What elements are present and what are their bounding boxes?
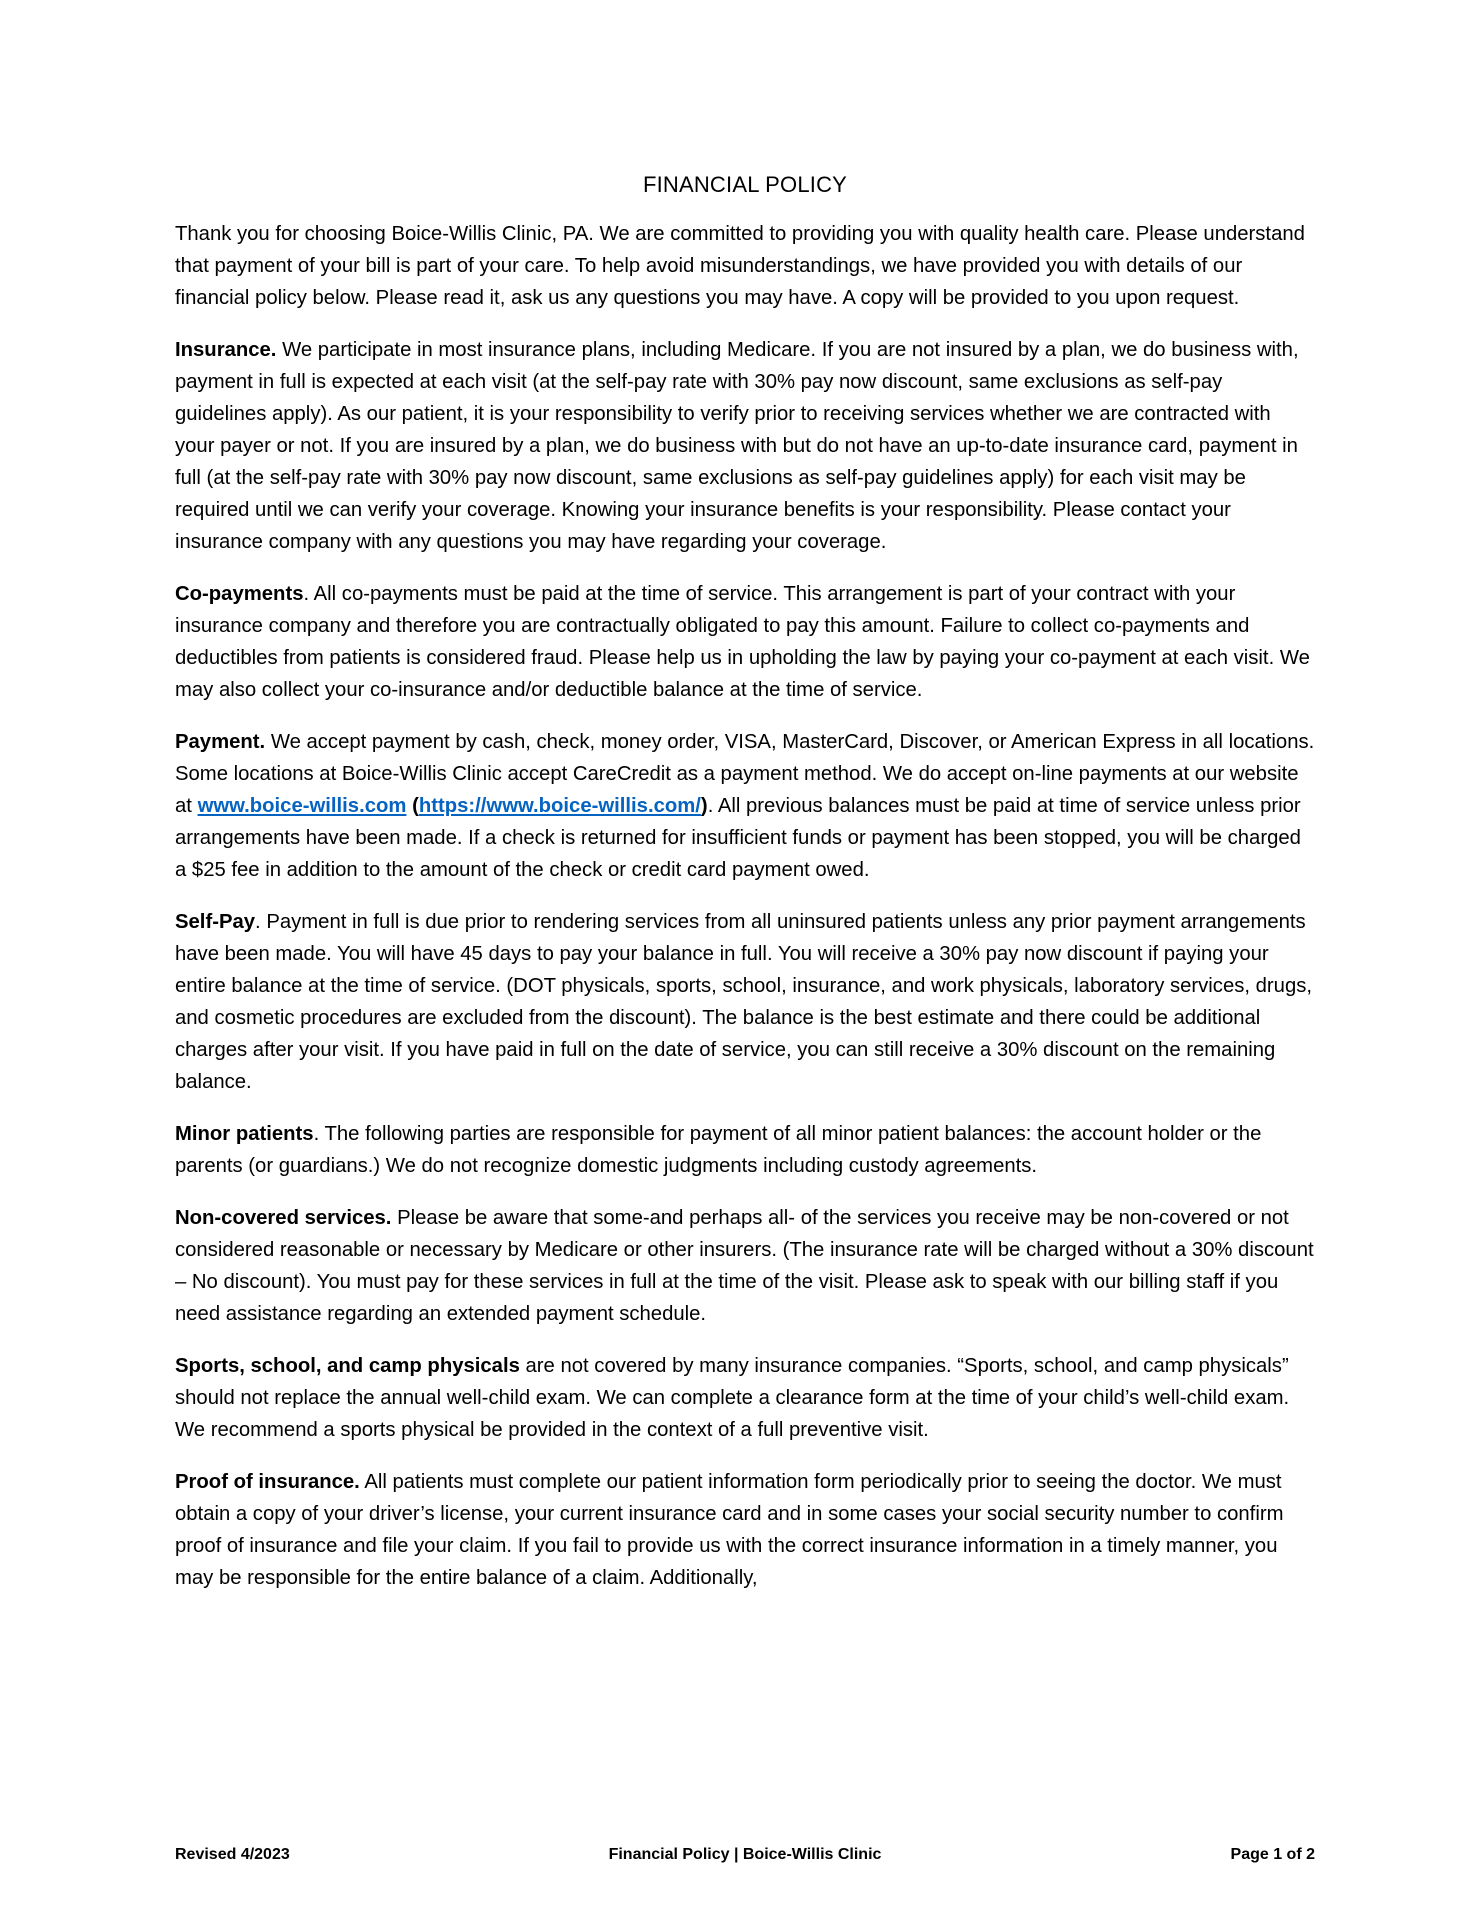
section-heading: Payment. xyxy=(175,731,266,753)
section-heading: Co-payments xyxy=(175,583,304,605)
page-footer xyxy=(175,1846,1315,1870)
section-text: Please be aware that some-and perhaps all- of the services you receive may be non-covered or not considered reasonable or necessary by Medicare or other insurers. (The insurance rate will be charged without a 30% discount – No discount). You must pay for these services in full at the time of the visit. Please ask to speak with our billing staff if you need assistance regarding an extended payment schedule. xyxy=(175,1207,1314,1325)
paren-open: ( xyxy=(406,795,419,817)
document-page xyxy=(175,172,1315,1614)
section-text: We accept payment by cash, check, money order, VISA, MasterCard, Discover, or American Express in all locations. Some locations at Boice-Willis Clinic accept CareCredit as a payment method. We do accept on-line payments at our website at xyxy=(175,731,1315,817)
footer-title: Financial Policy | Boice-Willis Clinic xyxy=(608,1846,882,1863)
section-text: All patients must complete our patient information form periodically prior to seeing the doctor. We must obtain a copy of your driver’s license, your current insurance card and in some cases your social security number to confirm proof of insurance and file your claim. If you fail to provide us with the correct insurance information in a timely manner, you may be responsible for the entire balance of a claim. Additionally, xyxy=(175,1471,1284,1589)
section-text: We participate in most insurance plans, including Medicare. If you are not insured by a plan, we do business with, payment in full is expected at each visit (at the self-pay rate with 30% pay now discount, same exclusions as self-pay guidelines apply). As our patient, it is your responsibility to verify prior to receiving services whether we are contracted with your payer or not. If you are insured by a plan, we do business with but do not have an up-to-date insurance card, payment in full (at the self-pay rate with 30% pay now discount, same exclusions as self-pay guidelines apply) for each visit may be required until we can verify your coverage. Knowing your insurance benefits is your responsibility. Please contact your insurance company with any questions you may have regarding your coverage. xyxy=(175,339,1299,553)
section-text: . The following parties are responsible for payment of all minor patient balances: the account holder or the parents (or guardians.) We do not recognize domestic judgments including custody agreements. xyxy=(175,1123,1262,1177)
selfpay-section xyxy=(175,906,1315,1098)
paren-close: ) xyxy=(700,795,708,817)
section-text: are not covered by many insurance companies. “Sports, school, and camp physicals” should not replace the annual well-child exam. We can complete a clearance form at the time of your child’s well-child exam. We recommend a sports physical be provided in the context of a full preventive visit. xyxy=(175,1355,1290,1441)
section-heading: Non-covered services. xyxy=(175,1207,392,1229)
sports-physicals-section xyxy=(175,1350,1315,1446)
payment-section xyxy=(175,726,1315,886)
website-link[interactable]: www.boice-willis.com xyxy=(197,795,407,817)
insurance-section xyxy=(175,334,1315,558)
section-heading: Insurance. xyxy=(175,339,277,361)
minor-patients-section xyxy=(175,1118,1315,1182)
footer-revised: Revised 4/2023 xyxy=(175,1846,290,1863)
section-heading: Minor patients xyxy=(175,1123,314,1145)
copayments-section xyxy=(175,578,1315,706)
section-text: . All co-payments must be paid at the time of service. This arrangement is part of your contract with your insurance company and therefore you are contractually obligated to pay this amount. Failure to collect co-payments and deductibles from patients is considered fraud. Please help us in upholding the law by paying your co-payment at each visit. We may also collect your co-insurance and/or deductible balance at the time of service. xyxy=(175,583,1310,701)
proof-of-insurance-section xyxy=(175,1466,1315,1594)
website-url-link[interactable]: https://www.boice-willis.com/ xyxy=(418,795,701,817)
page-title: FINANCIAL POLICY xyxy=(642,172,848,197)
section-heading: Self-Pay xyxy=(175,911,256,933)
intro-paragraph: Thank you for choosing Boice-Willis Clinic, PA. We are committed to providing you with quality health care. Please understand that payment of your bill is part of your care. To help avoid misunderstandings, we have provided you with details of our financial policy below. Please read it, ask us any questions you may have. A copy will be provided to you upon request. xyxy=(175,223,1305,309)
section-heading: Sports, school, and camp physicals xyxy=(175,1355,520,1377)
footer-page-number: Page 1 of 2 xyxy=(1230,1846,1315,1863)
noncovered-section xyxy=(175,1202,1315,1330)
section-heading: Proof of insurance. xyxy=(175,1471,360,1493)
section-text: . All previous balances must be paid at time of service unless prior arrangements have been made. If a check is returned for insufficient funds or payment has been stopped, you will be charged a $25 fee in addition to the amount of the check or credit card payment owed. xyxy=(175,795,1301,881)
section-text: . Payment in full is due prior to rendering services from all uninsured patients unless any prior payment arrangements have been made. You will have 45 days to pay your balance in full. You will receive a 30% pay now discount if paying your entire balance at the time of service. (DOT physicals, sports, school, insurance, and work physicals, laboratory services, drugs, and cosmetic procedures are excluded from the discount). The balance is the best estimate and there could be additional charges after your visit. If you have paid in full on the date of service, you can still receive a 30% discount on the remaining balance. xyxy=(175,911,1312,1093)
